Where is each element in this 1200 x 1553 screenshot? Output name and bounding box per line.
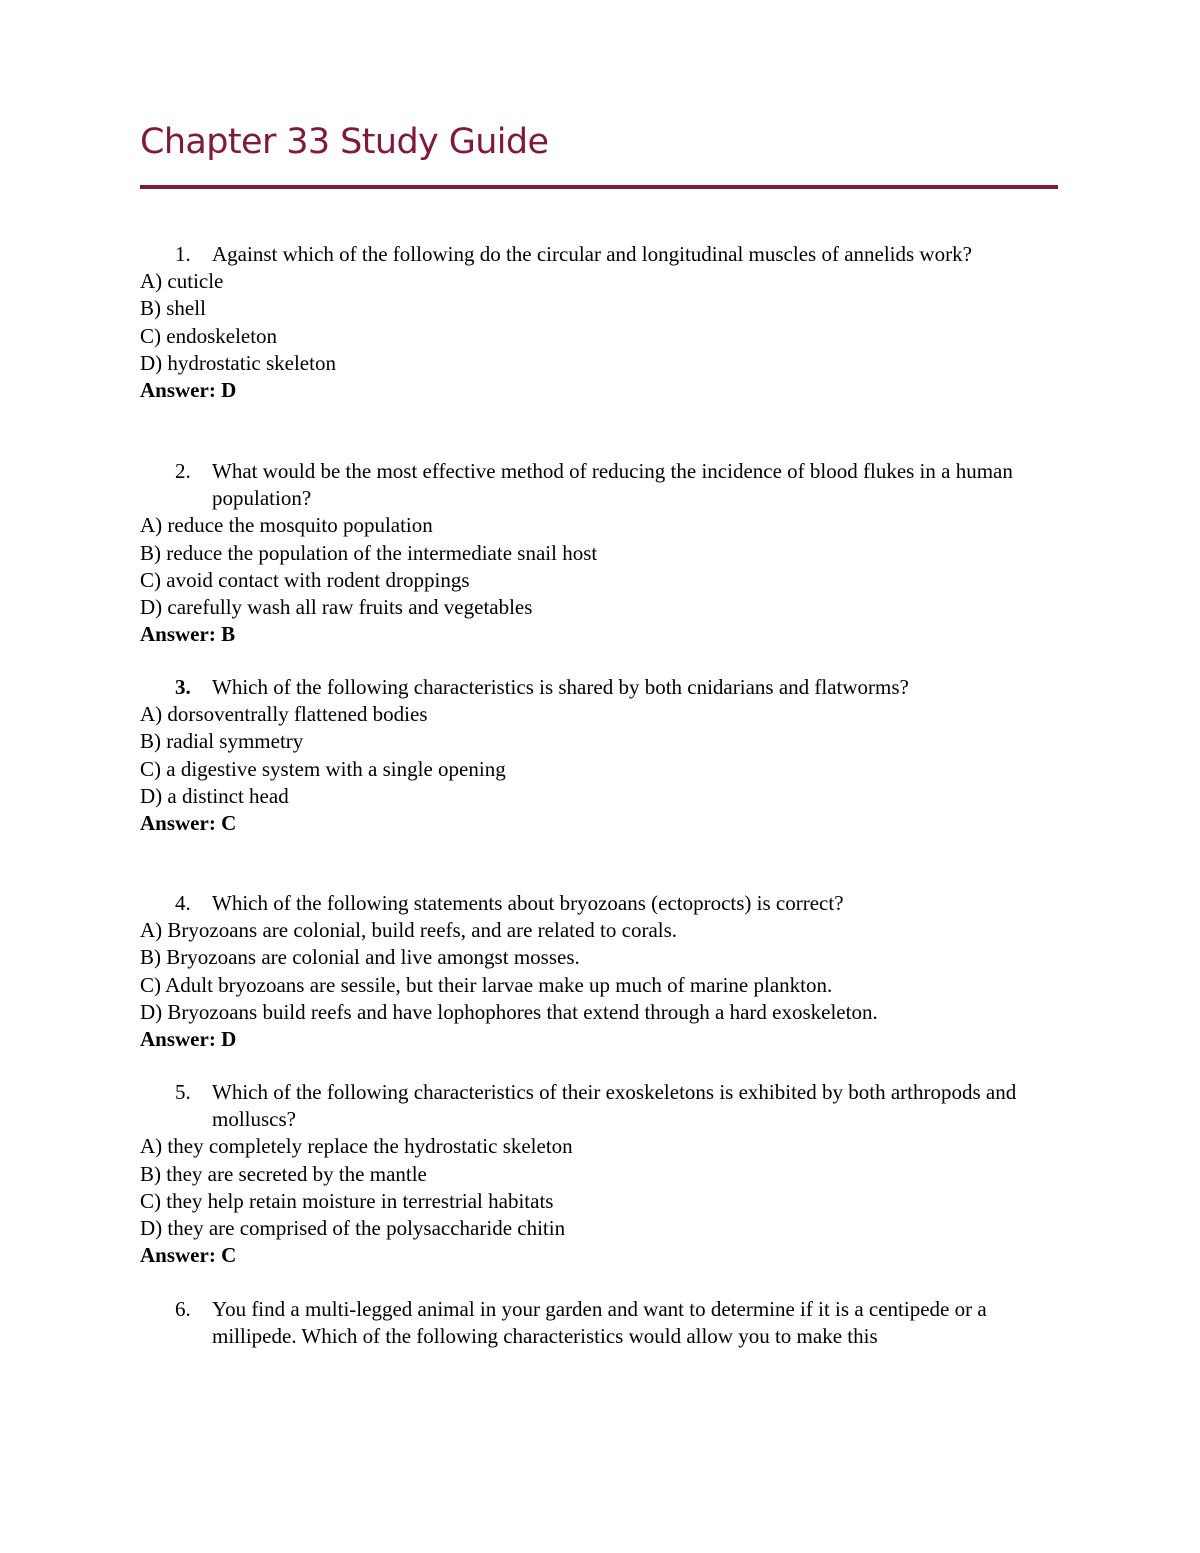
option-a: A) reduce the mosquito population [140, 513, 433, 538]
option-d: D) hydrostatic skeleton [140, 350, 336, 375]
question-5 [140, 1079, 1058, 1269]
option-d: D) carefully wash all raw fruits and vegetables [140, 595, 533, 620]
question-stem [140, 1079, 1058, 1133]
question-stem [140, 674, 1058, 701]
option-b: B) reduce the population of the intermediate snail host [140, 540, 598, 565]
option-d: D) Bryozoans build reefs and have lophophores that extend through a hard exoskeleton. [140, 999, 878, 1024]
option-b: B) they are secreted by the mantle [140, 1161, 427, 1186]
question-6 [140, 1296, 1058, 1350]
question-number: 1. [175, 242, 191, 266]
option-b: B) Bryozoans are colonial and live amongst mosses. [140, 945, 580, 970]
question-text: Which of the following statements about bryozoans (ectoprocts) is correct? [212, 891, 844, 915]
question-stem [140, 1296, 1058, 1350]
option-c: C) they help retain moisture in terrestrial habitats [140, 1188, 554, 1213]
question-number: 5. [175, 1080, 191, 1104]
question-number: 4. [175, 891, 191, 915]
option-c: C) endoskeleton [140, 323, 278, 348]
question-stem [140, 890, 1058, 917]
option-d: D) a distinct head [140, 783, 289, 808]
question-number: 3. [175, 675, 191, 699]
question-text: Which of the following characteristics is shared by both cnidarians and flatworms? [212, 675, 909, 699]
answer-line: Answer: D [140, 378, 237, 403]
question-number: 2. [175, 459, 191, 483]
question-text: You find a multi-legged animal in your garden and want to determine if it is a centipede or a millipede. Which of the following characteristics would allow you to make this [212, 1297, 987, 1349]
answer-line: Answer: B [140, 622, 236, 647]
question-stem [140, 241, 1058, 268]
title-underline [140, 185, 1058, 189]
question-text: Against which of the following do the circular and longitudinal muscles of annelids work? [212, 242, 972, 266]
option-d: D) they are comprised of the polysaccharide chitin [140, 1216, 566, 1241]
question-stem [140, 458, 1058, 512]
option-c: C) Adult bryozoans are sessile, but their larvae make up much of marine plankton. [140, 972, 833, 997]
option-c: C) avoid contact with rodent droppings [140, 567, 470, 592]
answer-line: Answer: C [140, 1243, 237, 1268]
option-b: B) shell [140, 296, 206, 321]
question-1 [140, 241, 1058, 404]
answer-line: Answer: C [140, 811, 237, 836]
option-a: A) dorsoventrally flattened bodies [140, 702, 428, 727]
question-text: Which of the following characteristics of their exoskeletons is exhibited by both arthropods and molluscs? [212, 1080, 1017, 1132]
page-title: Chapter 33 Study Guide [140, 122, 549, 162]
option-c: C) a digestive system with a single opening [140, 756, 506, 781]
option-a: A) cuticle [140, 269, 224, 294]
option-b: B) radial symmetry [140, 729, 304, 754]
question-number: 6. [175, 1297, 191, 1321]
question-4 [140, 890, 1058, 1053]
option-a: A) Bryozoans are colonial, build reefs, and are related to corals. [140, 918, 678, 943]
question-text: What would be the most effective method of reducing the incidence of blood flukes in a human population? [212, 459, 1013, 511]
question-2 [140, 458, 1058, 648]
question-3 [140, 674, 1058, 837]
option-a: A) they completely replace the hydrostatic skeleton [140, 1134, 573, 1159]
answer-line: Answer: D [140, 1027, 237, 1052]
